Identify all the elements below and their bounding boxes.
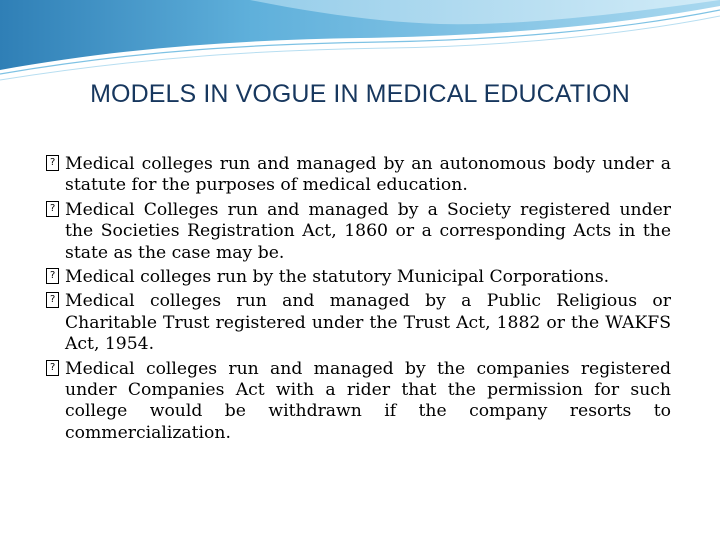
slide-title: MODELS IN VOGUE IN MEDICAL EDUCATION	[90, 80, 630, 108]
bullet-item	[47, 267, 671, 288]
bullet-list	[47, 154, 671, 447]
bullet-text: Medical Colleges run and managed by a Society registered under the Societies Registration Act, 1860 or a corresponding Acts in the state as the case may be.	[65, 199, 671, 263]
bullet-text: Medical colleges run and managed by an autonomous body under a statute for the purposes of medical education.	[65, 154, 671, 196]
bullet-item	[47, 154, 671, 197]
bullet-item	[47, 200, 671, 264]
missing-glyph-bullet-icon: ?	[46, 360, 59, 376]
bullet-text: Medical colleges run and managed by a Public Religious or Charitable Trust registered under the Trust Act, 1882 or the WAKFS Act, 1954.	[65, 291, 671, 355]
missing-glyph-bullet-icon: ?	[46, 268, 59, 284]
bullet-text: Medical colleges run and managed by the companies registered under Companies Act with a rider that the permission for such college would be withdrawn if the company resorts to commercialization.	[65, 358, 671, 443]
bullet-text: Medical colleges run by the statutory Municipal Corporations.	[65, 267, 610, 288]
bullet-item	[47, 291, 671, 355]
missing-glyph-bullet-icon: ?	[46, 292, 59, 308]
missing-glyph-bullet-icon: ?	[46, 201, 59, 217]
header-wave-decoration	[0, 0, 720, 90]
missing-glyph-bullet-icon: ?	[46, 155, 59, 171]
bullet-item	[47, 359, 671, 445]
